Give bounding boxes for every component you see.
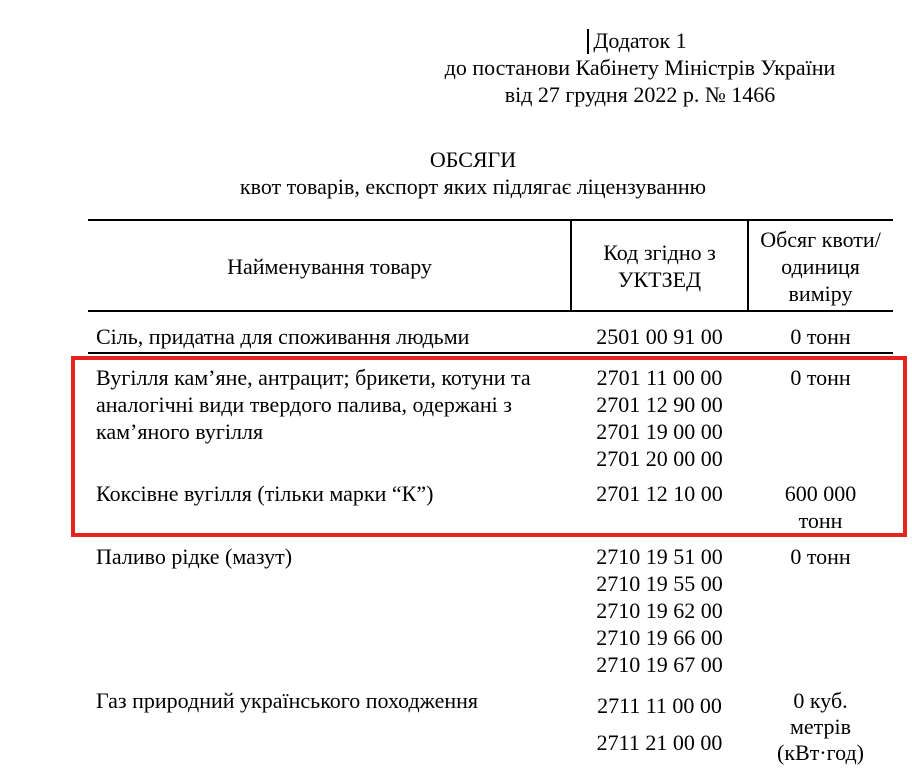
- goods-name-line: аналогічні види твердого палива, одержані з: [96, 392, 512, 417]
- appendix-line-2: до постанови Кабінету Міністрів України: [444, 55, 836, 80]
- goods-name-cell: [88, 543, 571, 570]
- document-title-block: [73, 146, 873, 200]
- code-line: 2701 20 00 00: [596, 446, 723, 471]
- appendix-line-1: Додаток 1: [593, 28, 687, 53]
- code-line: 2701 12 10 00: [596, 481, 723, 506]
- code-line: 2501 00 91 00: [596, 324, 723, 349]
- quota-cell: [748, 323, 893, 350]
- appendix-header: [380, 27, 900, 108]
- code-line: 2710 19 67 00: [596, 652, 723, 677]
- goods-code-cell: [571, 323, 748, 350]
- quota-line: 0 тонн: [790, 544, 851, 569]
- code-line: 2701 12 90 00: [596, 392, 723, 417]
- code-line: 2701 19 00 00: [596, 419, 723, 444]
- quota-line: 0 куб.: [793, 688, 848, 713]
- goods-name-line: Сіль, придатна для споживання людьми: [96, 324, 470, 349]
- table-top-rule: [88, 219, 893, 221]
- quota-line: 600 000: [784, 481, 857, 506]
- code-line: 2711 21 00 00: [596, 730, 723, 755]
- goods-name-cell: [88, 323, 571, 350]
- row-divider-rule: [88, 352, 893, 354]
- quota-line: метрів: [789, 714, 852, 739]
- quota-cell: [748, 543, 893, 570]
- page-title: ОБСЯГИ: [429, 147, 517, 172]
- quota-line: 0 тонн: [790, 324, 851, 349]
- header-bottom-rule: [88, 310, 893, 312]
- quota-cell: [748, 688, 893, 766]
- column-header-code: Код згідно з УКТЗЕД: [603, 240, 716, 292]
- goods-name-line: Газ природний українського походження: [96, 688, 479, 713]
- goods-code-cell: [571, 687, 748, 761]
- highlight-annotation-box: [71, 356, 907, 537]
- quota-line: (кВт·год): [777, 740, 864, 765]
- goods-name-line: Коксівне вугілля (тільки марки “К”): [96, 481, 434, 506]
- goods-name-line: Вугілля кам’яне, антрацит; брикети, котуни та: [96, 365, 531, 390]
- goods-name-line: Паливо рідке (мазут): [96, 544, 293, 569]
- code-line: 2710 19 51 00: [596, 544, 723, 569]
- quota-line: тонн: [798, 508, 843, 533]
- code-line: 2710 19 55 00: [596, 571, 723, 596]
- goods-name-cell: [88, 687, 571, 714]
- goods-name-line: кам’яного вугілля: [96, 419, 264, 444]
- code-line: 2711 11 00 00: [597, 693, 722, 718]
- column-header-quota: Обсяг квоти/ одиниця виміру: [760, 226, 881, 306]
- page-subtitle: квот товарів, експорт яких підлягає ліцензуванню: [239, 174, 707, 199]
- code-line: 2710 19 66 00: [596, 625, 723, 650]
- appendix-line-3: від 27 грудня 2022 р. № 1466: [504, 82, 776, 107]
- code-line: 2701 11 00 00: [596, 365, 723, 390]
- goods-code-cell: [571, 543, 748, 678]
- quota-line: 0 тонн: [790, 365, 851, 390]
- column-header-name: Найменування товару: [227, 253, 432, 279]
- code-line: 2710 19 62 00: [596, 598, 723, 623]
